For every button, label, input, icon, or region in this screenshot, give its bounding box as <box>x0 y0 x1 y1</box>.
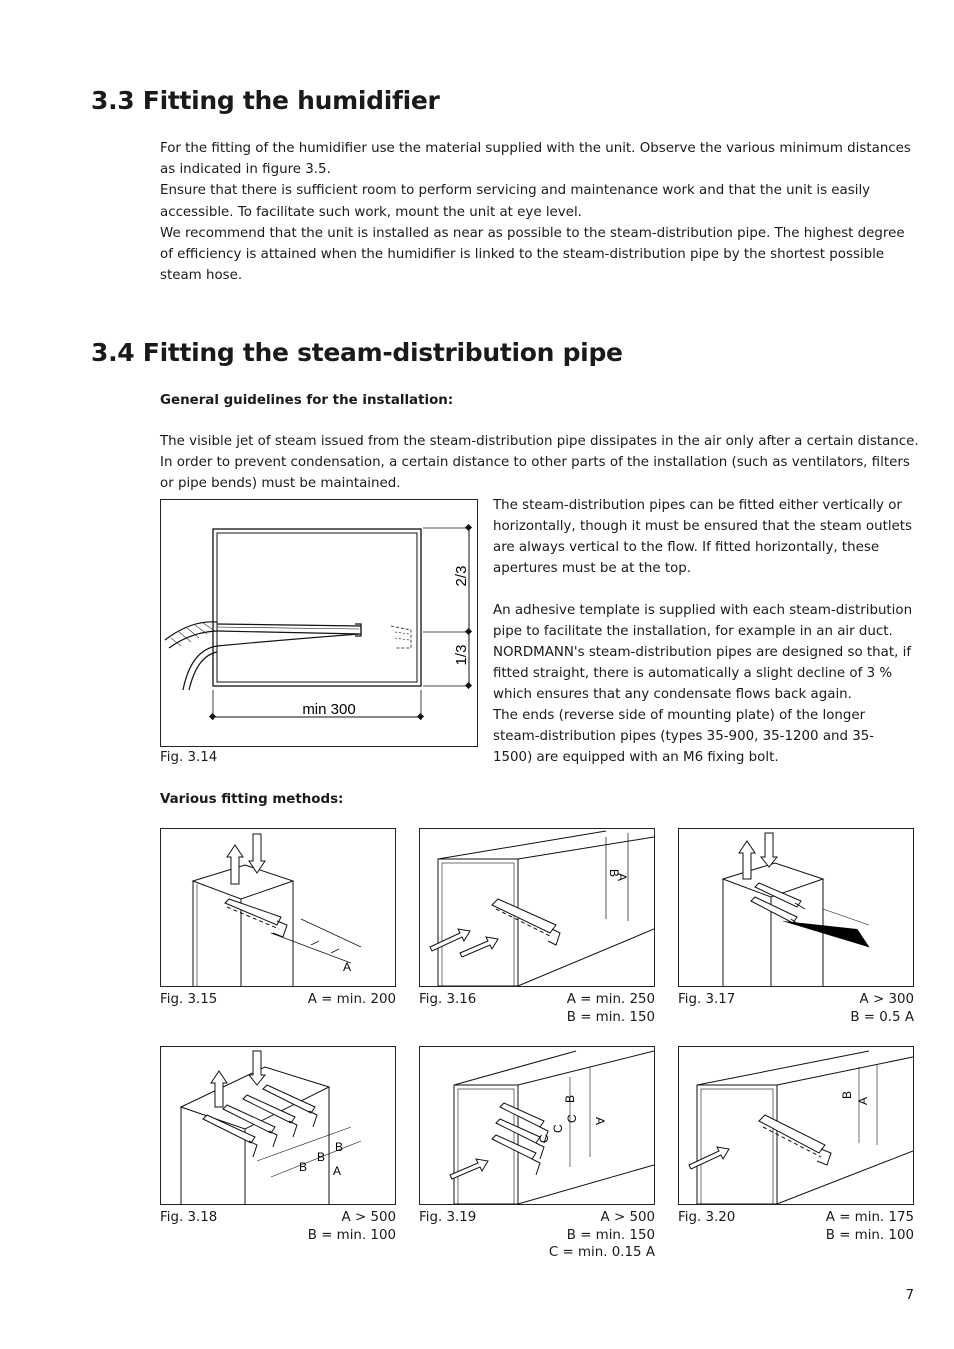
vertical-duct-multi-pipes-diagram <box>161 1047 395 1204</box>
label-one-third: 1/3 <box>453 644 470 666</box>
label-c: C <box>537 1134 551 1143</box>
caption-fig-3-17: Fig. 3.17 <box>678 992 736 1007</box>
figure-3-16 <box>419 828 655 987</box>
vertical-duct-two-pipes-diagram <box>679 829 913 986</box>
spec-line: A > 300 <box>859 992 914 1007</box>
spec-line: B = min. 100 <box>825 1227 914 1243</box>
specs-fig-3-19 <box>519 1209 655 1262</box>
page-number: 7 <box>905 1288 914 1303</box>
caption-fig-3-14: Fig. 3.14 <box>160 750 218 765</box>
spec-line: A = min. 200 <box>307 992 396 1007</box>
section-3-4-intro <box>160 431 920 495</box>
caption-fig-3-18: Fig. 3.18 <box>160 1210 218 1225</box>
label-b: B <box>299 1160 308 1174</box>
label-b: B <box>563 1094 577 1103</box>
paragraph: In order to prevent condensation, a certain distance to other parts of the installation (such as ventilators, filters or pipe bends) must be maintained. <box>160 455 910 492</box>
paragraph: The ends (reverse side of mounting plate) of the longer steam-distribution pipes (types 35-900, 35-1200 and 35-1500) are equipped with an M6 fixing bolt. <box>493 708 875 765</box>
paragraph: An adhesive template is supplied with each steam-distribution pipe to facilitate the installation, for example in an air duct. NORDMANN's steam-distribution pipes are designed so that, if fitted straight, there is automatically a slight decline of 3 % which ensures that any condensate flows back again. <box>493 603 913 702</box>
spec-line: A = min. 250 <box>566 992 655 1007</box>
spec-line: C = min. 0.15 A <box>548 1245 655 1260</box>
paragraph: The steam-distribution pipes can be fitted either vertically or horizontally, though it must be ensured that the steam outlets are always vertical to the flow. If fitted horizontally, these apertures must be at the top. <box>493 498 913 576</box>
paragraph <box>493 579 913 600</box>
label-b: B <box>317 1150 326 1164</box>
caption-fig-3-16: Fig. 3.16 <box>419 992 477 1007</box>
vertical-duct-diagram <box>161 829 395 986</box>
label-b: B <box>335 1140 344 1154</box>
heading-3-3: 3.3 Fitting the humidifier <box>91 86 440 115</box>
horizontal-duct-single-pipe-diagram <box>679 1047 913 1204</box>
heading-3-4: 3.4 Fitting the steam-distribution pipe <box>91 338 623 367</box>
spec-line: A = min. 175 <box>825 1210 914 1225</box>
paragraph: The visible jet of steam issued from the steam-distribution pipe dissipates in the air only after a certain distance. <box>160 434 919 449</box>
horizontal-duct-multi-pipes-diagram <box>420 1047 654 1204</box>
paragraph: For the fitting of the humidifier use the material supplied with the unit. Observe the various minimum distances as indicated in figure 3.5. <box>160 141 911 178</box>
spec-line: A > 500 <box>600 1210 655 1225</box>
figure-3-20 <box>678 1046 914 1205</box>
label-min-300: min 300 <box>302 701 356 718</box>
specs-fig-3-20 <box>778 1209 914 1244</box>
figure-3-18 <box>160 1046 396 1205</box>
label-a: A <box>615 873 629 882</box>
specs-fig-3-16 <box>519 991 655 1026</box>
caption-fig-3-20: Fig. 3.20 <box>678 1210 736 1225</box>
paragraph: Ensure that there is sufficient room to perform servicing and maintenance work and that the unit is easily accessible. To facilitate such work, mount the unit at eye level. <box>160 183 871 220</box>
paragraph: We recommend that the unit is installed as near as possible to the steam-distribution pipe. The highest degree of efficiency is attained when the humidifier is linked to the steam-distribution pipe by the shortest possible steam hose. <box>160 225 905 284</box>
figure-3-17 <box>678 828 914 987</box>
label-c: C <box>551 1124 565 1133</box>
figure-3-14 <box>160 499 478 747</box>
spec-line: B = min. 150 <box>566 1009 655 1025</box>
caption-fig-3-15: Fig. 3.15 <box>160 992 218 1007</box>
caption-fig-3-19: Fig. 3.19 <box>419 1210 477 1225</box>
figure-3-15 <box>160 828 396 987</box>
label-b: B <box>607 869 621 878</box>
label-a: A <box>593 1117 607 1126</box>
subheading-general: General guidelines for the installation: <box>160 393 454 408</box>
label-a: A <box>333 1164 342 1178</box>
label-b: B <box>840 1090 854 1099</box>
label-c: C <box>565 1114 579 1123</box>
horizontal-duct-diagram <box>420 829 654 986</box>
spec-line: B = min. 150 <box>566 1227 655 1243</box>
figure-3-19 <box>419 1046 655 1205</box>
specs-fig-3-18 <box>260 1209 396 1244</box>
spec-line: B = 0.5 A <box>850 1009 914 1025</box>
subheading-methods: Various fitting methods: <box>160 792 344 807</box>
specs-fig-3-17 <box>778 991 914 1026</box>
section-3-4-right-text <box>493 495 913 768</box>
duct-cross-section-diagram <box>161 500 477 746</box>
label-a: A <box>343 960 352 974</box>
specs-fig-3-15 <box>260 991 396 1009</box>
label-a: A <box>856 1096 870 1105</box>
spec-line: B = min. 100 <box>307 1227 396 1243</box>
label-two-thirds: 2/3 <box>453 565 470 587</box>
spec-line: A > 500 <box>341 1210 396 1225</box>
section-3-3-body <box>160 138 920 286</box>
